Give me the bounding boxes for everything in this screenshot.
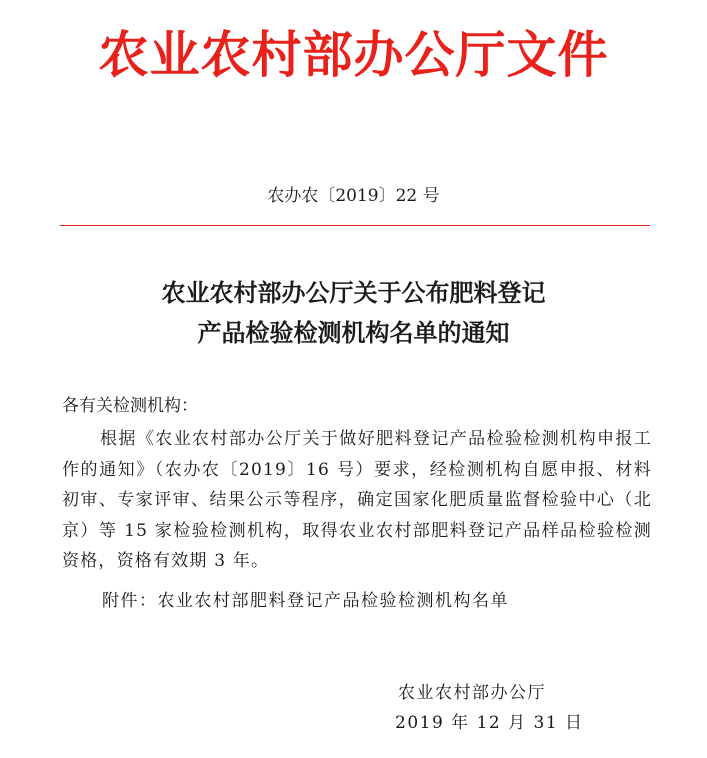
header-divider: [60, 225, 650, 226]
notice-body-paragraph: 根据《农业农村部办公厅关于做好肥料登记产品检验检测机构申报工作的通知》（农办农〔2019〕16 号）要求，经检测机构自愿申报、材料初审、专家评审、结果公示等程序，确定国家化肥质量监督检验中心（北京）等 15 家检验检测机构，取得农业农村部肥料登记产品样品检验检测资格，资格有效期 3 年。: [62, 429, 652, 571]
salutation: 各有关检测机构：: [62, 396, 198, 416]
attachment-line: 附件：农业农村部肥料登记产品检验检测机构名单: [102, 591, 509, 611]
issuer-signature: 农业农村部办公厅: [398, 683, 546, 703]
notice-title-line-1: 农业农村部办公厅关于公布肥料登记: [161, 279, 546, 307]
issue-date: 2019 年 12 月 31 日: [395, 713, 584, 733]
notice-title-line-2: 产品检验检测机构名单的通知: [197, 319, 510, 347]
document-header-title: 农业农村部办公厅文件: [98, 26, 609, 84]
document-number: 农办农〔2019〕22 号: [267, 186, 440, 206]
